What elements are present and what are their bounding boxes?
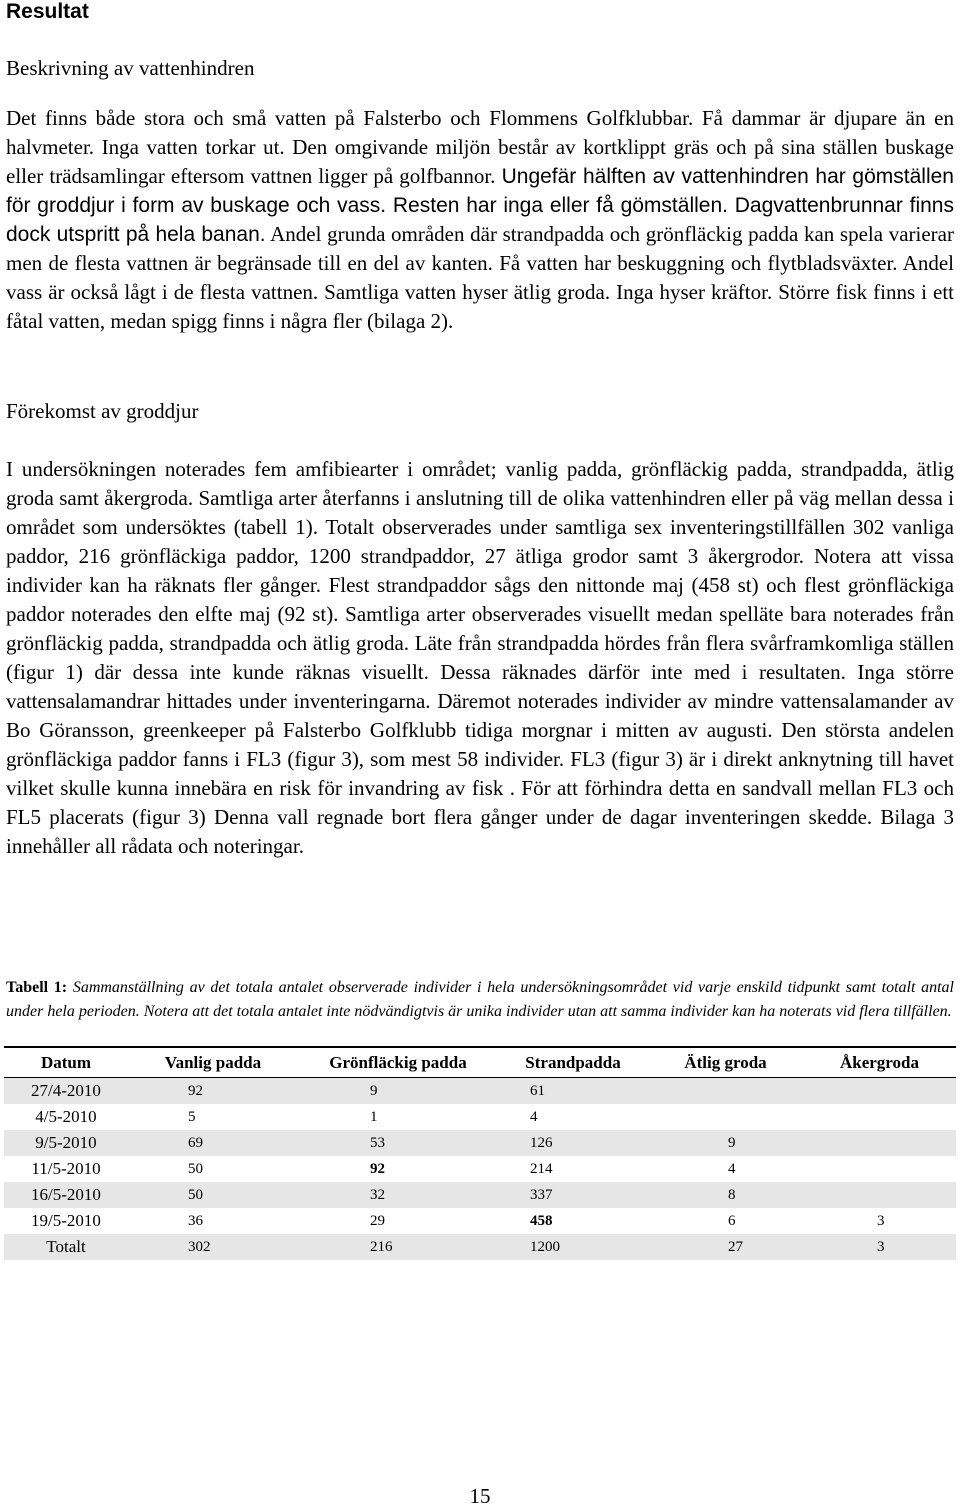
cell-value: 214 [498, 1156, 648, 1182]
cell-date: 16/5-2010 [4, 1182, 128, 1208]
cell-value: 337 [498, 1182, 648, 1208]
header-moor-frog: Åkergroda [803, 1047, 956, 1078]
cell-date: 11/5-2010 [4, 1156, 128, 1182]
table-row [4, 1104, 956, 1130]
header-date: Datum [4, 1047, 128, 1078]
cell-date: 9/5-2010 [4, 1130, 128, 1156]
page-number: 15 [469, 1484, 491, 1508]
cell-value [803, 1182, 956, 1208]
cell-total-value: 1200 [498, 1234, 648, 1260]
cell-date: 19/5-2010 [4, 1208, 128, 1234]
occurrence-paragraph: I undersökningen noterades fem amfibiearter i området; vanlig padda, grönfläckig padda, strandpadda, ätlig groda samt åkergroda. Samtliga arter återfanns i anslutning till de olika vattenhindren eller på väg mellan dessa i området som undersöktes (tabell 1). Totalt observerades under samtliga sex inventeringstillfällen 302 vanliga paddor, 216 grönfläckiga paddor, 1200 strandpaddor, 27 ätliga grodor samt 3 åkergrodor. Notera att vissa individer kan ha räknats fler gånger. Flest strandpaddor sågs den nittonde maj (458 st) och flest grönfläckiga paddor noterades den elfte maj (92 st). Samtliga arter observerades visuellt medan spelläte bara noterades från grönfläckig padda, strandpadda och ätlig groda. Läte från strandpadda hördes från flera svårframkomliga ställen (figur 1) där dessa inte kunde räknas visuellt. Dessa räknades därför inte med i resultaten. Inga större vattensalamandrar hittades under inventeringarna. Däremot noterades individer av mindre vattensalamander av Bo Göransson, greenkeeper på Falsterbo Golfklubb tidiga morgnar i mitten av augusti. Den största andelen grönfläckiga paddor fanns i FL3 (figur 3), som mest 58 individer. FL3 (figur 3) är i direkt anknytning till havet vilket skulle kunna innebära en risk för invandring av fisk . För att förhindra detta en sandvall mellan FL3 och FL5 placerats (figur 3) Denna vall regnade bort flera gånger under de dagar inventeringen skedde. Bilaga 3 innehåller all rådata och noteringar. [6, 457, 954, 858]
cell-value-highlight: 458 [498, 1208, 648, 1234]
description-paragraph [6, 104, 954, 336]
table-row [4, 1182, 956, 1208]
cell-value [648, 1104, 803, 1130]
cell-date: 4/5-2010 [4, 1104, 128, 1130]
cell-total-label: Totalt [4, 1234, 128, 1260]
cell-total-value: 3 [803, 1234, 956, 1260]
cell-value: 50 [128, 1182, 298, 1208]
cell-value: 9 [298, 1078, 498, 1105]
cell-value [803, 1104, 956, 1130]
header-common-toad: Vanlig padda [128, 1047, 298, 1078]
cell-value [803, 1078, 956, 1105]
header-natterjack-toad: Strandpadda [498, 1047, 648, 1078]
cell-value [803, 1156, 956, 1182]
cell-value: 92 [128, 1078, 298, 1105]
header-edible-frog: Ätlig groda [648, 1047, 803, 1078]
cell-value: 4 [498, 1104, 648, 1130]
section-heading: Resultat [6, 0, 89, 23]
table-row [4, 1130, 956, 1156]
table-row [4, 1156, 956, 1182]
cell-value: 53 [298, 1130, 498, 1156]
cell-value: 29 [298, 1208, 498, 1234]
cell-value: 1 [298, 1104, 498, 1130]
cell-value: 50 [128, 1156, 298, 1182]
cell-value-highlight: 92 [298, 1156, 498, 1182]
table-caption-text: Sammanställning av det totala antalet observerade individer i hela undersökningsområdet vid varje enskild tidpunkt samt totalt antal under hela perioden. Notera att det totala antalet inte nödvändigtvis är unika individer utan att samma individer kan ha noterats vid flera tillfällen. [6, 979, 955, 1020]
subsection-title-occurrence: Förekomst av groddjur [6, 399, 199, 423]
cell-value: 5 [128, 1104, 298, 1130]
cell-value: 61 [498, 1078, 648, 1105]
cell-total-value: 216 [298, 1234, 498, 1260]
cell-value: 3 [803, 1208, 956, 1234]
subsection-title-description: Beskrivning av vattenhindren [6, 56, 255, 80]
cell-value: 32 [298, 1182, 498, 1208]
table-row [4, 1078, 956, 1105]
cell-value: 69 [128, 1130, 298, 1156]
cell-value: 126 [498, 1130, 648, 1156]
table-row [4, 1208, 956, 1234]
cell-value: 8 [648, 1182, 803, 1208]
cell-value: 6 [648, 1208, 803, 1234]
cell-value [803, 1130, 956, 1156]
table-caption [6, 976, 954, 1024]
cell-value: 4 [648, 1156, 803, 1182]
cell-value: 9 [648, 1130, 803, 1156]
description-text-3: Andel grunda områden där strandpadda och grönfläckig padda kan spela varierar men de flesta vattnen är begränsade till en del av kanten. Få vatten har beskuggning och flytbladsväxter. Andel vass är också lågt i de flesta vattnen. Samtliga vatten hyser ätlig groda. Inga hyser kräftor. Större fisk finns i ett fåtal vatten, medan spigg finns i några fler (bilaga 2). [6, 222, 954, 333]
cell-value: 36 [128, 1208, 298, 1234]
results-table [4, 1046, 956, 1260]
cell-date: 27/4-2010 [4, 1078, 128, 1105]
table-caption-label: Tabell 1: [6, 979, 68, 996]
cell-total-value: 27 [648, 1234, 803, 1260]
table-total-row [4, 1234, 956, 1260]
header-green-toad: Grönfläckig padda [298, 1047, 498, 1078]
table-header-row [4, 1047, 956, 1078]
description-text-1: Det finns både stora och små vatten på Falsterbo och Flommens Golfklubbar. Få dammar är djupare än en halvmeter. Inga vatten torkar ut. Den omgivande miljön består av kortklippt gräs och på sina ställen buskage eller trädsamlingar eftersom vattnen ligger på golfbannor. [6, 106, 954, 188]
cell-total-value: 302 [128, 1234, 298, 1260]
cell-value [648, 1078, 803, 1105]
description-text-2: Ungefär hälften av vattenhindren har gömställen för groddjur i form av buskage och vass. Resten har inga eller få gömställen. Dagvattenbrunnar finns dock utspritt på hela banan. [6, 165, 954, 246]
